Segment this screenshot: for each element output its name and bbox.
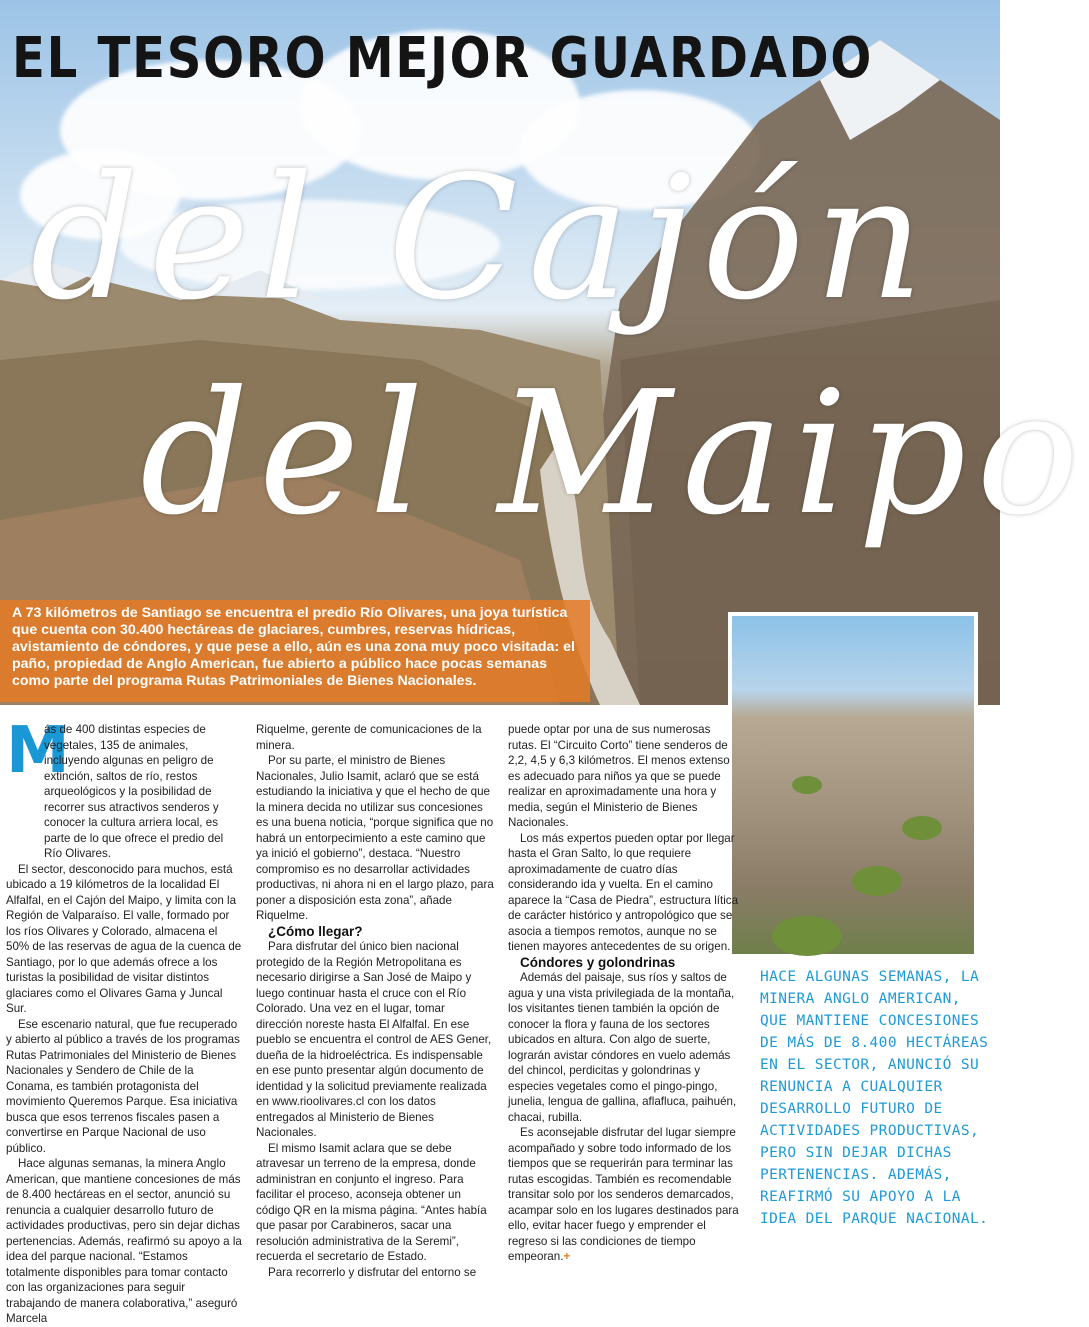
lead-paragraph: A 73 kilómetros de Santiago se encuentra el predio Río Olivares, una joya turística que cuenta con 30.400 hectáreas de glaciares, cumbres, reservas hídricas, avistamiento de cóndores, y que pese a ello, aún es una zona muy poco visitada: el paño, propiedad de Anglo American, fue abierto a público hace pocas semanas como parte del programa Rutas Patrimoniales de Bienes Nacionales. — [0, 600, 590, 702]
page-title: EL TESORO MEJOR GUARDADO — [12, 26, 874, 91]
script-title-line1: del Cajón — [30, 140, 934, 338]
pull-quote: HACE ALGUNAS SEMANAS, LA MINERA ANGLO AMERICAN, QUE MANTIENE CONCESIONES DE MÁS DE 8.400 HECTÁREAS EN EL SECTOR, ANUNCIÓ SU RENUNCIA A CUALQUIER DESARROLLO FUTURO DE ACTIVIDADES PRODUCTIVAS, PERO SIN DEJAR DICHAS PERTENENCIAS. ADEMÁS, REAFIRMÓ SU APOYO A LA IDEA DEL PARQUE NACIONAL. — [760, 969, 989, 1227]
paragraph: Por su parte, el ministro de Bienes Nacionales, Julio Isamit, aclaró que se está estudiando la iniciativa y que el hecho de que la minera decida no utilizar sus concesiones es una buena noticia, “porque significa que no habrá un entorpecimiento a este camino que ya inició el gobierno”, destaca. “Nuestro compromiso es no desarrollar actividades productivas, ni ahora ni en el largo plazo, para poner a disposición esta zona”, añade Riquelme. — [256, 754, 494, 922]
paragraph: El mismo Isamit aclara que se debe atravesar un terreno de la empresa, donde administran en conjunto el ingreso. Para facilitar el proceso, aconseja obtener un código QR en la misma página. “Antes había que pasar por Carabineros, sacar una resolución administrativa de la Seremi”, recuerda el secretario de Estado. — [256, 1141, 487, 1263]
section-heading: ¿Cómo llegar? — [268, 923, 363, 939]
end-mark: + — [563, 1250, 571, 1263]
paragraph: Los más expertos pueden optar por llegar hasta el Gran Salto, lo que requiere aproximadamente de cuatro días considerando ida y vuelta. En el camino aparece la “Casa de Piedra”, estructura lítica de carácter histórico y antropológico que se asocia a tiempos remotos, aunque no se tienen mayores antecedentes de su origen. — [508, 831, 739, 953]
script-title-line2: del Maipo — [140, 355, 1089, 553]
paragraph — [508, 1125, 740, 1265]
column-3 — [508, 722, 740, 1265]
paragraph: Hace algunas semanas, la minera Anglo American, que mantiene concesiones de más de 8.400 hectáreas en el sector, anunció su renuncia a cualquier desarrollo futuro de actividades productivas, pero sin dejar dichas pertenencias. Además, reafirmó su apoyo a la idea del parque nacional. “Estamos totalmente disponibles para tomar contacto con las organizaciones para seguir trabajando de manera colaborativa,” aseguró Marcela — [6, 1157, 242, 1325]
drop-cap: M — [6, 714, 70, 788]
inset-photo — [728, 612, 978, 958]
paragraph: Además del paisaje, sus ríos y saltos de agua y una vista privilegiada de la montaña, los visitantes tienen también la opción de conocer la flora y fauna de los sectores ubicados en altura. Con algo de suerte, lograrán avistar cóndores en vuelo además del chincol, perdicitas y golondrinas y especies vegetales como el pingo-pingo, junelia, lengua de gallina, aflafluca, paihuén, chacai, rubilla. — [508, 971, 737, 1124]
paragraph: ás de 400 distintas especies de vegetales, 135 de animales, incluyendo algunas en peligro de extinción, saltos de río, restos arqueológicos y la posibilidad de recorrer sus atractivos senderos y conocer la cultura arriera local, es parte de lo que ofrece el predio del Río Olivares. — [44, 723, 224, 860]
section-heading: Cóndores y golondrinas — [520, 954, 676, 970]
paragraph: El sector, desconocido para muchos, está ubicado a 19 kilómetros de la localidad El Alfalfal, en el Cajón del Maipo, y limita con la Región de Valparaíso. El valle, formado por los ríos Olivares y Colorado, almacena el 50% de las reservas de agua de la cuenca de Santiago, por lo que además ofrece a los turistas la posibilidad de visitar distintos glaciares como el Olivares Gama y Juncal Sur. — [6, 862, 242, 1015]
paragraph: Ese escenario natural, que fue recuperado y abierto al público a través de los programas Rutas Patrimoniales del Ministerio de Bienes Nacionales y Sendero de Chile de la Conama, es también protagonista del movimiento Queremos Parque. Esa iniciativa busca que esos terrenos fiscales pasen a convertirse en Parque Nacional de uso público. — [6, 1017, 240, 1155]
column-1 — [6, 714, 242, 1327]
paragraph-text: Es aconsejable disfrutar del lugar siempre acompañado y sobre todo informado de los tiempos que se requerirán para terminar las rutas escogidas. También es recomendable transitar solo por los senderos demarcados, acampar solo en los lugares destinados para ello, evitar hacer fuego y emprender el regreso si las condiciones de tiempo empeoran. — [508, 1126, 739, 1263]
paragraph: puede optar por una de sus numerosas rutas. El “Circuito Corto” tiene senderos de 2,2, 4,5 y 6,3 kilómetros. El menos extenso es adecuado para niños ya que se puede realizar en aproximadamente una hora y media, según el Ministerio de Bienes Nacionales. — [508, 723, 730, 829]
paragraph: Riquelme, gerente de comunicaciones de la minera. — [256, 723, 482, 752]
paragraph: Para disfrutar del único bien nacional protegido de la Región Metropolitana es necesario dirigirse a San José de Maipo y luego continuar hasta el cruce con el Río Colorado. Una vez en el lugar, tomar dirección noreste hasta El Alfalfal. En ese pueblo se encuentra el control de AES Gener, dueña de la hidroeléctrica. Es indispensable en ese punto presentar algún documento de identidad y la solicitud previamente realizada en www.rioolivares.cl con los datos entregados al Ministerio de Bienes Nacionales. — [256, 940, 492, 1139]
column-2 — [256, 722, 494, 1280]
paragraph: Para recorrerlo y disfrutar del entorno se — [268, 1265, 477, 1279]
